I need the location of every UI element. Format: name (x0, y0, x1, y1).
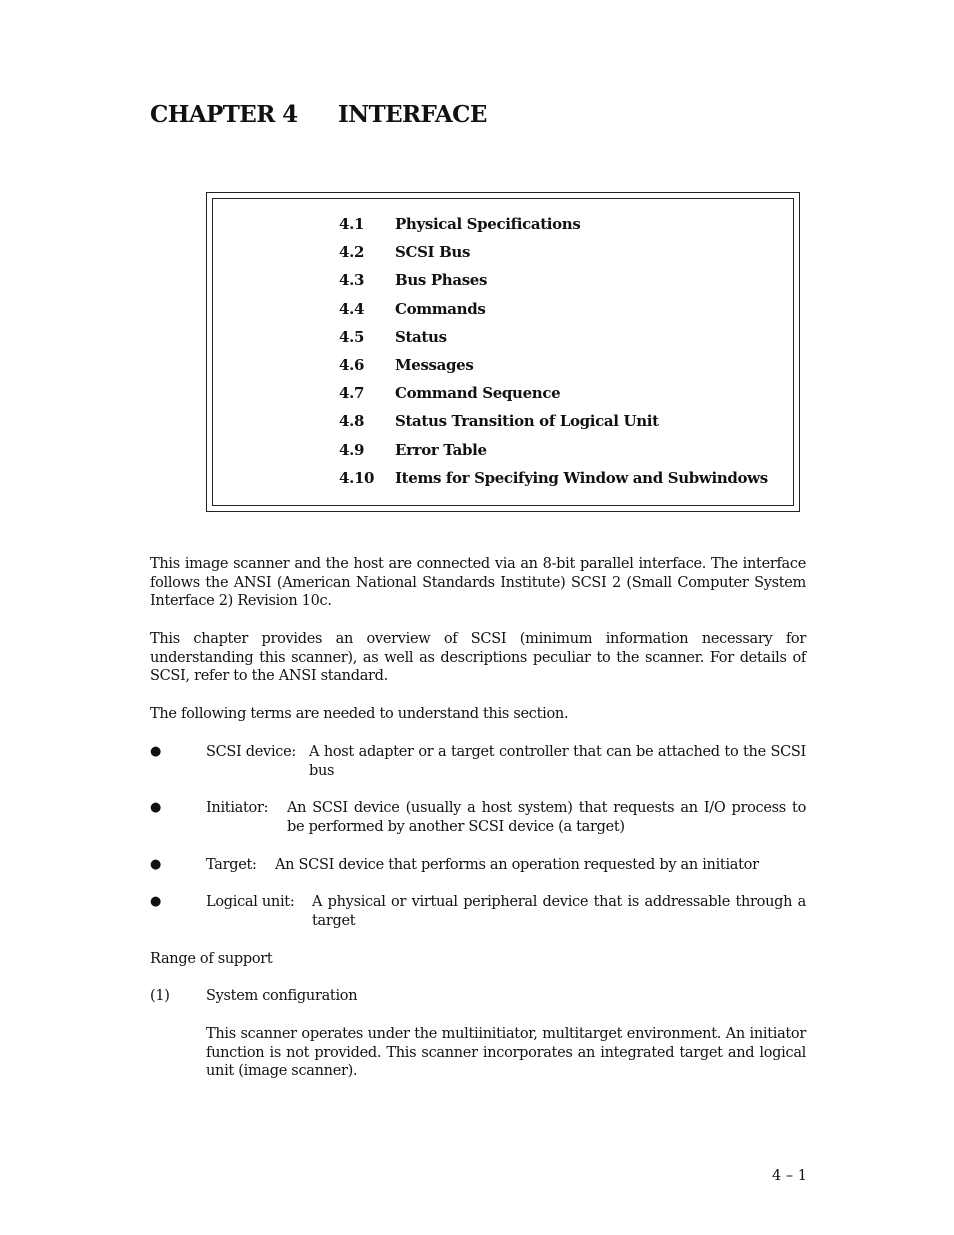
range-item-number: (1) (150, 988, 170, 1004)
toc-item-label: Messages (395, 355, 474, 374)
intro-paragraph: This image scanner and the host are connected via an 8-bit parallel interface. The interface follows the ANSI (American National Standards Institute) SCSI 2 (Small Computer System Interface 2) Revision 10c. (150, 556, 806, 610)
toc-item (339, 469, 768, 497)
chapter-number: CHAPTER 4 (150, 101, 298, 128)
toc-item-number: 4.1 (339, 215, 365, 233)
toc-item (339, 356, 768, 384)
toc-item (339, 243, 768, 271)
bullet-icon: ● (150, 857, 162, 872)
chapter-contents-box (206, 192, 800, 512)
term-name: Logical unit: (206, 894, 295, 910)
toc-item-number: 4.8 (339, 412, 365, 431)
toc-item-number: 4.5 (339, 327, 365, 346)
toc-item-number: 4.2 (339, 243, 365, 262)
bullet-icon: ● (150, 744, 162, 759)
toc-item (339, 384, 768, 412)
term-definition: A host adapter or a target controller that can be attached to the SCSI bus (309, 744, 806, 779)
toc-item-number: 4.6 (339, 355, 365, 374)
terms-intro-paragraph: The following terms are needed to understand this section. (150, 706, 569, 722)
term-name: Initiator: (206, 800, 269, 816)
toc-item-number: 4.10 (339, 468, 375, 487)
toc-item-label: Error Table (395, 440, 487, 459)
chapter-contents-list (339, 215, 768, 497)
toc-item-label: Status (395, 327, 447, 346)
toc-item-label: Commands (395, 299, 486, 318)
toc-item (339, 441, 768, 469)
toc-item-number: 4.9 (339, 440, 365, 459)
toc-item (339, 271, 768, 299)
range-heading: Range of support (150, 951, 273, 967)
toc-item-number: 4.4 (339, 299, 365, 318)
overview-paragraph: This chapter provides an overview of SCSI (minimum information necessary for understanding this scanner), as well as descriptions peculiar to the scanner. For details of SCSI, refer to the ANSI standard. (150, 631, 806, 685)
chapter-heading (150, 101, 487, 128)
term-definition: An SCSI device (usually a host system) that requests an I/O process to be performed by another SCSI device (a target) (287, 800, 806, 835)
term-definition: A physical or virtual peripheral device that is addressable through a target (312, 894, 806, 929)
toc-item (339, 328, 768, 356)
term-definition: An SCSI device that performs an operation requested by an initiator (275, 857, 759, 873)
toc-item-number: 4.7 (339, 384, 365, 403)
toc-item (339, 412, 768, 440)
toc-item-label: Items for Specifying Window and Subwindows (395, 468, 768, 487)
toc-item (339, 300, 768, 328)
term-name: SCSI device: (206, 744, 296, 760)
chapter-contents-inner-border (212, 198, 794, 506)
toc-item-label: Command Sequence (395, 384, 561, 403)
toc-item-label: Status Transition of Logical Unit (395, 412, 659, 431)
toc-item-label: Bus Phases (395, 271, 488, 290)
toc-item-label: Physical Specifications (395, 215, 581, 233)
term-name: Target: (206, 857, 257, 873)
chapter-title: INTERFACE (338, 101, 487, 128)
range-item-paragraph: This scanner operates under the multiinitiator, multitarget environment. An initiator function is not provided. This scanner incorporates an integrated target and logical unit (image scanner). (206, 1026, 806, 1080)
toc-item-label: SCSI Bus (395, 243, 471, 262)
toc-item (339, 215, 768, 243)
range-item-title: System configuration (206, 988, 358, 1004)
page-number: 4 – 1 (772, 1168, 807, 1184)
toc-item-number: 4.3 (339, 271, 365, 290)
bullet-icon: ● (150, 894, 162, 909)
bullet-icon: ● (150, 800, 162, 815)
